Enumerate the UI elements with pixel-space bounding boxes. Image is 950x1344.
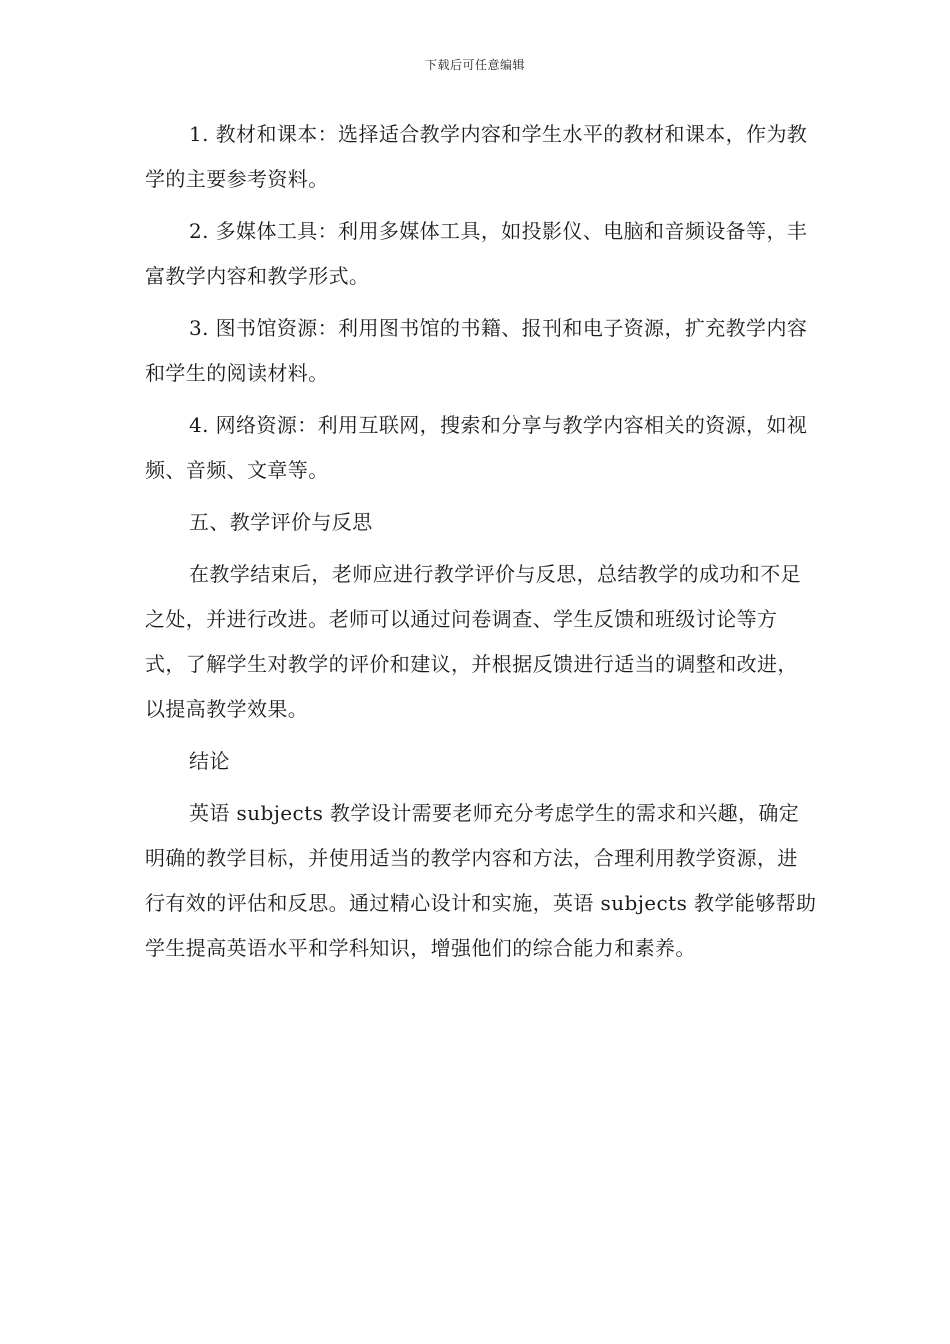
list-item-multimedia: 2. 多媒体工具：利用多媒体工具，如投影仪、电脑和音频设备等，丰富教学内容和教学形式。 [145,219,808,288]
paragraph-evaluation: 在教学结束后，老师应进行教学评价与反思，总结教学的成功和不足之处，并进行改进。老师可以通过问卷调查、学生反馈和班级讨论等方式，了解学生对教学的评价和建议，并根据反馈进行适当的调整和改进，以提高教学效果。 [145,562,801,721]
list-item-textbooks: 1. 教材和课本：选择适合教学内容和学生水平的教材和课本，作为教学的主要参考资料。 [145,122,808,191]
list-item-network: 4. 网络资源：利用互联网，搜索和分享与教学内容相关的资源，如视频、音频、文章等。 [145,413,808,482]
paragraph-conclusion: 英语 subjects 教学设计需要老师充分考虑学生的需求和兴趣，确定明确的教学目标，并使用适当的教学内容和方法，合理利用教学资源，进行有效的评估和反思。通过精心设计和实施，英语 subjects 教学能够帮助学生提高英语水平和学科知识，增强他们的综合能力和素养。 [145,801,817,960]
document-body [145,112,817,978]
list-item-library: 3. 图书馆资源：利用图书馆的书籍、报刊和电子资源，扩充教学内容和学生的阅读材料。 [145,316,808,385]
page-header: 下载后可任意编辑 [424,58,525,72]
section-heading-evaluation: 五、教学评价与反思 [189,510,373,534]
section-heading-conclusion: 结论 [189,749,230,773]
